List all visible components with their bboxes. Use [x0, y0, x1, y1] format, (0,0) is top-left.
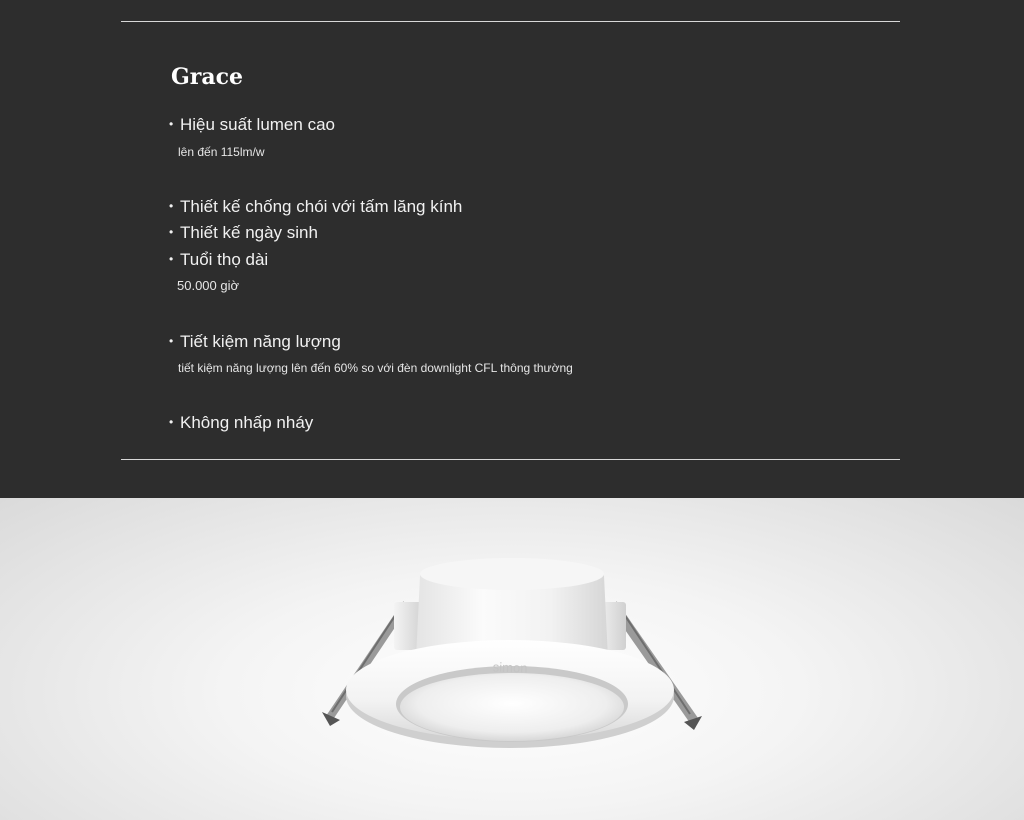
feature-label: Tuổi thọ dài [180, 250, 269, 269]
bullet-icon: • [169, 334, 174, 348]
downlight-icon [0, 498, 1024, 820]
feature-detail: 50.000 giờ [177, 278, 240, 293]
bullet-icon: • [169, 199, 174, 213]
feature-detail: tiết kiệm năng lượng lên đến 60% so với đèn downlight CFL thông thường [178, 361, 573, 375]
feature-item [169, 411, 313, 434]
bullet-icon: • [169, 225, 174, 239]
bullet-icon: • [169, 415, 174, 429]
feature-label: Tiết kiệm năng lượng [180, 332, 341, 351]
feature-label: Hiệu suất lumen cao [180, 115, 335, 134]
bullet-icon: • [169, 252, 174, 266]
feature-detail: lên đến 115lm/w [178, 145, 265, 159]
feature-label: Thiết kế ngày sinh [180, 223, 318, 242]
feature-label: Không nhấp nháy [180, 413, 314, 432]
feature-item [169, 248, 268, 271]
feature-item [169, 330, 341, 353]
feature-item [169, 221, 318, 244]
divider-bottom [121, 459, 900, 460]
brand-mark: simon [492, 659, 528, 676]
feature-label: Thiết kế chống chói với tấm lăng kính [180, 197, 463, 216]
product-title: Grace [171, 64, 244, 90]
bullet-icon: • [169, 117, 174, 131]
downlight-product-photo [0, 498, 1024, 820]
feature-item [169, 195, 462, 218]
feature-item [169, 113, 335, 136]
divider-top [121, 21, 900, 22]
